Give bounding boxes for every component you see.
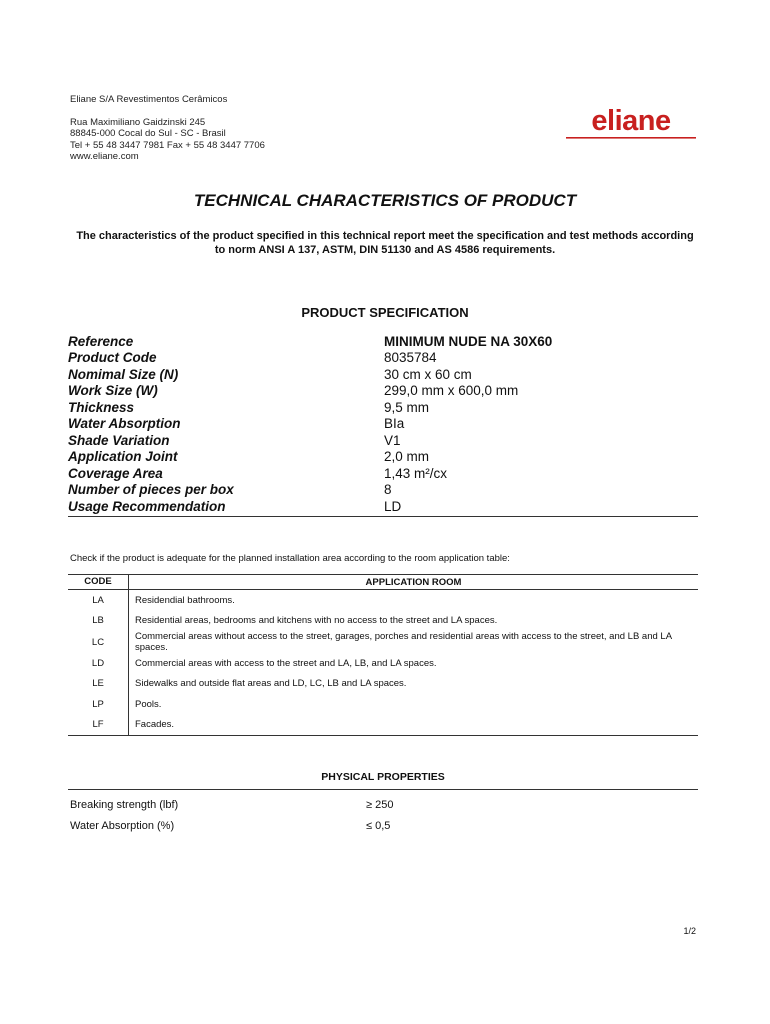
spec-value: 9,5 mm [384,399,430,415]
application-table-body [68,590,698,736]
spec-label: Usage Recommendation [68,498,226,514]
spec-row [68,432,698,449]
company-address: Rua Maximiliano Gaidzinski 245 [70,116,206,128]
spec-value: 2,0 mm [384,449,430,465]
spec-value: 1,43 m²/cx [384,465,448,481]
application-code: LF [68,715,129,736]
application-code: LC [68,631,129,653]
spec-row [68,465,698,482]
spec-label: Work Size (W) [68,383,158,399]
spec-label: Coverage Area [68,465,163,481]
physical-divider [68,789,698,790]
spec-value: 30 cm x 60 cm [384,366,472,382]
check-text: Check if the product is adequate for the planned installation area according to the room application table: [70,553,510,564]
spec-row [68,350,698,367]
company-city: 88845-000 Cocal do Sul - SC - Brasil [70,128,226,140]
company-name: Eliane S/A Revestimentos Cerâmicos [70,94,228,105]
spec-row [68,416,698,433]
application-code: LD [68,653,129,674]
application-table-header [68,574,698,590]
physical-label: Breaking strength (lbf) [70,799,179,811]
company-website: www.eliane.com [70,151,139,163]
spec-row [68,498,698,515]
physical-value: ≥ 250 [366,799,394,811]
spec-label: Shade Variation [68,432,170,448]
application-code: LB [68,611,129,632]
application-code: LP [68,694,129,715]
application-code: LA [68,590,129,611]
header-code: CODE [68,575,129,589]
spec-value: 299,0 mm x 600,0 mm [384,383,519,399]
spec-table [68,333,698,517]
spec-row [68,399,698,416]
spec-value: LD [384,498,402,514]
eliane-logo [564,104,698,144]
spec-label: Water Absorption [68,416,181,432]
application-row [68,694,698,715]
logo-wordmark: eliane [591,105,671,137]
application-row [68,631,698,653]
spec-value: MINIMUM NUDE NA 30X60 [384,333,553,349]
physical-heading: PHYSICAL PROPERTIES [321,771,445,783]
application-row [68,674,698,695]
intro-text: The characteristics of the product specified in this technical report meet the specification and test methods according to norm ANSI A 137, ASTM, DIN 51130 and AS 4586 requirements. [76,230,694,256]
spec-row [68,333,698,350]
application-row [68,611,698,632]
spec-label: Product Code [68,350,157,366]
application-code: LE [68,674,129,695]
spec-value: 8035784 [384,350,437,366]
application-row [68,715,698,736]
spec-label: Reference [68,333,134,349]
header-room: APPLICATION ROOM [365,576,462,588]
application-row [68,653,698,674]
physical-row [70,820,700,832]
application-room: Residendial bathrooms. [135,594,235,606]
spec-heading: PRODUCT SPECIFICATION [301,305,469,320]
company-phones: Tel + 55 48 3447 7981 Fax + 55 48 3447 7706 [70,139,265,151]
spec-label: Number of pieces per box [68,482,234,498]
spec-row [68,449,698,466]
spec-value: BIa [384,416,405,432]
spec-value: V1 [384,432,401,448]
application-table [68,574,698,736]
page-title: TECHNICAL CHARACTERISTICS OF PRODUCT [193,191,577,210]
application-room: Commercial areas without access to the street, garages, porches and residential areas with access to the street, and LB and LA spaces. [135,631,672,653]
application-room: Pools. [135,698,162,710]
spec-row [68,383,698,400]
page-number: 1/2 [683,926,696,936]
spec-label: Application Joint [68,449,178,465]
application-row [68,590,698,611]
company-info [70,94,265,163]
logo-underline [566,137,696,139]
physical-row [70,799,700,811]
physical-value: ≤ 0,5 [366,820,391,832]
spec-value: 8 [384,482,392,498]
spec-label: Thickness [68,399,135,415]
application-room: Facades. [135,719,175,731]
physical-label: Water Absorption (%) [70,820,175,832]
spec-row [68,482,698,499]
application-room: Sidewalks and outside flat areas and LD, LC, LB and LA spaces. [135,678,407,690]
spec-label: Nomimal Size (N) [68,366,179,382]
application-room: Residential areas, bedrooms and kitchens with no access to the street and LA spaces. [135,615,498,627]
application-room: Commercial areas with access to the street and LA, LB, and LA spaces. [135,657,437,669]
spec-row [68,366,698,383]
